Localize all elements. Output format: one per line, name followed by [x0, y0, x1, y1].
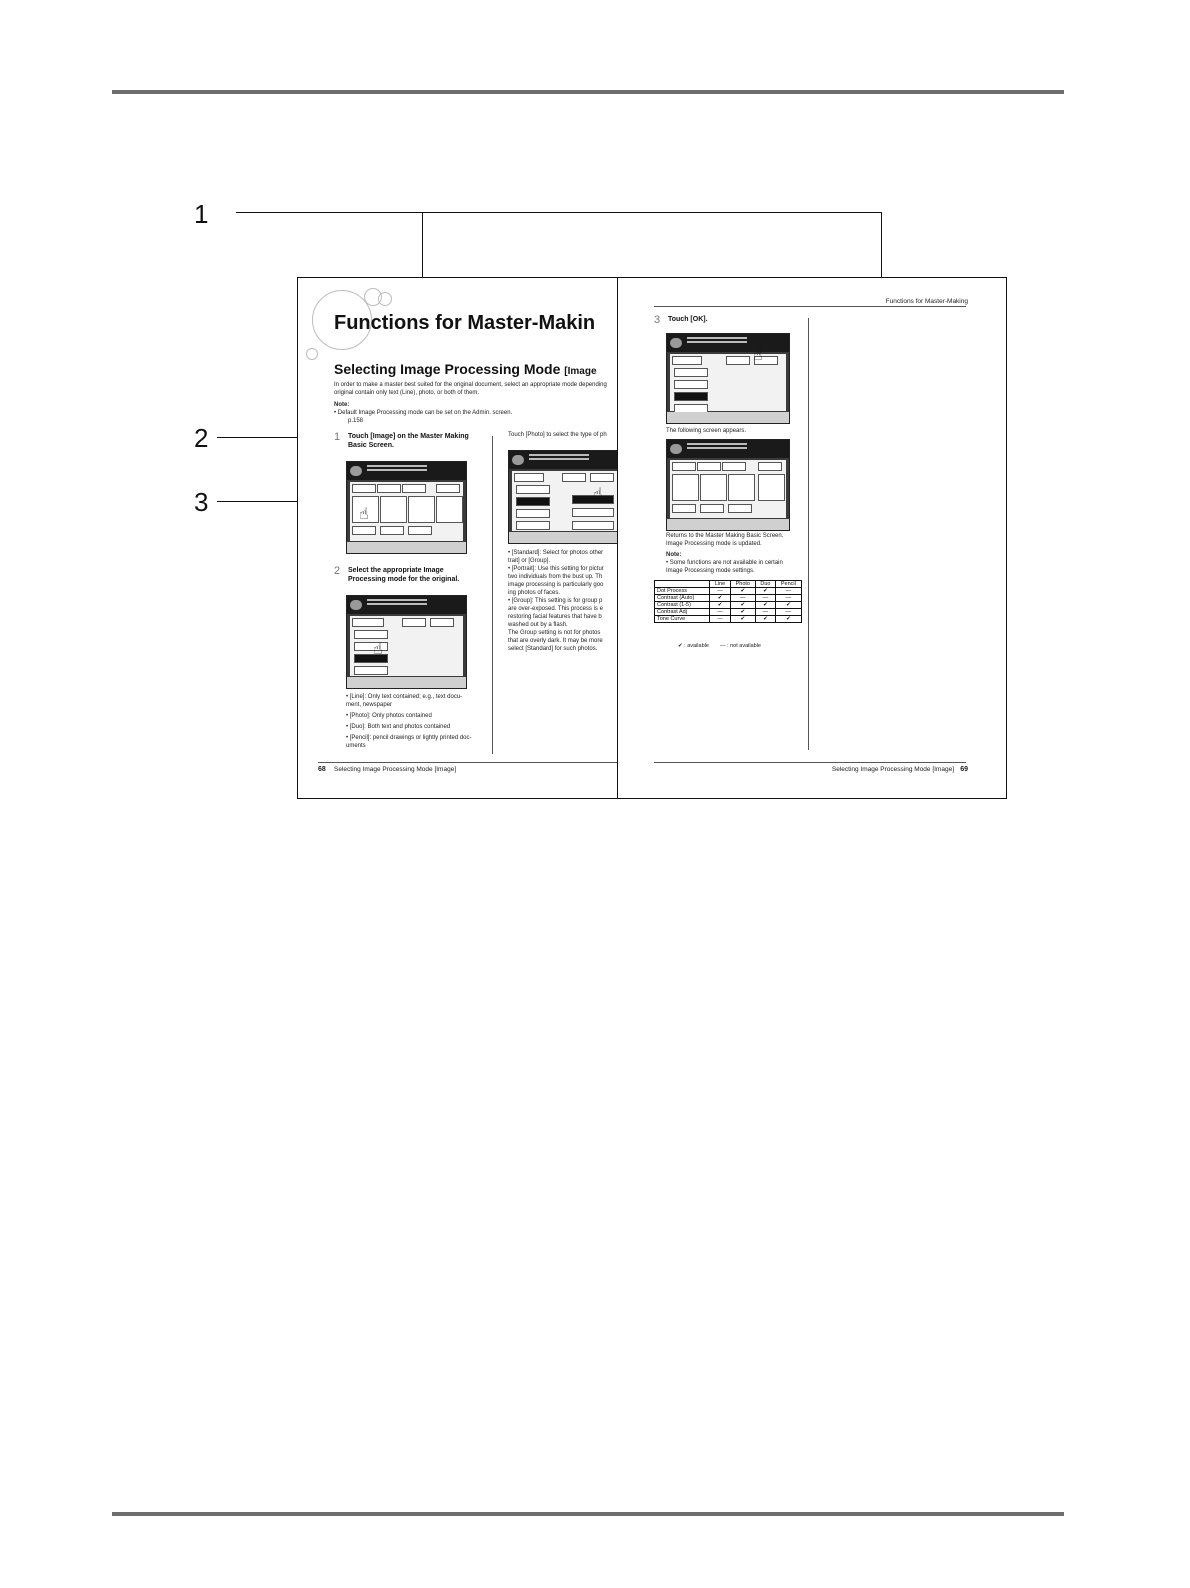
note-label: Note:: [334, 402, 350, 408]
photo-bullet-5: image processing is particularly goo: [508, 582, 604, 588]
drum-icon: [670, 338, 682, 348]
table-header-cell: Photo: [730, 581, 755, 588]
callout-1-leader: [236, 212, 882, 213]
screenshot-image-mode: [346, 595, 467, 689]
legend-available: ✔ : available: [678, 643, 709, 649]
table-row: [655, 609, 802, 616]
left-page: [298, 278, 618, 798]
footer-text-right: Selecting Image Processing Mode [Image]: [831, 766, 954, 773]
drum-icon: [350, 600, 362, 610]
top-rule: [112, 90, 1064, 94]
pointing-hand-icon: ☝: [593, 486, 603, 503]
pointing-hand-icon: ☝: [359, 506, 369, 523]
page-number-right: 69: [960, 766, 968, 773]
table-header-cell: Line: [710, 581, 730, 588]
section-title-tag: [Image: [564, 366, 597, 377]
bottom-rule: [112, 1512, 1064, 1516]
decor-circle-tiny: [378, 292, 392, 306]
step-1-line-2: Basic Screen.: [348, 442, 394, 449]
table-cell: Tone Curve: [655, 616, 710, 623]
photo-bullet-12: that are overly dark. It may be more: [508, 638, 603, 644]
footer-text-left: Selecting Image Processing Mode [Image]: [334, 766, 457, 773]
table-row: [655, 595, 802, 602]
table-cell: Contrast Adj: [655, 609, 710, 616]
mode-bullet-4b: uments: [346, 743, 366, 749]
table-header-cell: Pencil: [775, 581, 801, 588]
screenshot-photo-type: [508, 450, 618, 544]
footer-rule-right: [654, 762, 966, 763]
callout-3: 3: [194, 487, 209, 517]
screen-caption: The following screen appears.: [666, 428, 747, 434]
mode-bullet-1: • [Line]: Only text contained; e.g., text docu-: [346, 694, 463, 700]
table-row: [655, 616, 802, 623]
photo-bullet-13: select [Standard] for such photos.: [508, 646, 598, 652]
table-cell: —: [710, 609, 730, 616]
legend-not-available: — : not available: [720, 643, 761, 649]
photo-bullet-6: ing photos of faces.: [508, 590, 561, 596]
availability-table: [654, 580, 802, 623]
table-cell: —: [710, 616, 730, 623]
mode-bullet-1b: ment, newspaper: [346, 702, 393, 708]
table-cell: —: [730, 595, 755, 602]
table-cell: —: [775, 609, 801, 616]
table-cell: Contrast (Auto): [655, 595, 710, 602]
screenshot-ok: [666, 333, 790, 424]
step-3-number: 3: [654, 314, 661, 326]
right-page: [618, 278, 1006, 798]
page-title: Functions for Master-Makin: [334, 312, 596, 334]
photo-bullet-9: restoring facial features that have b: [508, 614, 602, 620]
table-cell: —: [710, 588, 730, 595]
photo-bullet-2: trait] or [Group].: [508, 558, 551, 564]
callout-2: 2: [194, 423, 209, 453]
drum-icon: [670, 444, 682, 454]
step-1-number: 1: [334, 431, 341, 443]
table-cell: ✔: [756, 602, 776, 609]
table-header-row: [655, 581, 802, 588]
table-cell: Dot Process: [655, 588, 710, 595]
photo-bullet-11: The Group setting is not for photos: [508, 630, 601, 636]
mode-bullet-4: • [Pencil]: pencil drawings or lightly printed doc-: [346, 735, 472, 741]
pointing-hand-icon: ☝: [753, 347, 763, 364]
table-cell: ✔: [730, 588, 755, 595]
table-cell: —: [756, 595, 776, 602]
header-rule: [654, 306, 966, 307]
column-divider-right: [808, 318, 809, 750]
table-row: [655, 602, 802, 609]
drum-icon: [512, 455, 524, 465]
running-header: Functions for Master-Making: [885, 298, 968, 305]
note-right-line-2: Image Processing mode settings.: [666, 568, 755, 574]
photo-intro: Touch [Photo] to select the type of ph: [508, 432, 607, 438]
table-cell: ✔: [775, 602, 801, 609]
intro-line-1: In order to make a master best suited for the original document, select an appropriate mode depending: [334, 382, 607, 388]
note-line-1: • Default Image Processing mode can be set on the Admin. screen.: [334, 410, 513, 416]
returns-line-1: Returns to the Master Making Basic Screen.: [666, 533, 784, 539]
mode-bullet-3: • [Duo]: Both text and photos contained: [346, 724, 451, 730]
step-2-line-2: Processing mode for the original.: [348, 576, 460, 583]
table-row: [655, 588, 802, 595]
page-number-left: 68: [318, 766, 326, 773]
table-cell: —: [775, 595, 801, 602]
step-2-line-1: Select the appropriate Image: [348, 567, 444, 574]
table-cell: ✔: [756, 616, 776, 623]
step-1-line-1: Touch [Image] on the Master Making: [348, 433, 469, 440]
table-cell: —: [775, 588, 801, 595]
mode-bullet-2: • [Photo]: Only photos contained: [346, 713, 432, 719]
photo-bullet-10: washed out by a flash.: [508, 622, 568, 628]
note-line-2: p.158: [348, 418, 364, 424]
note-label-right: Note:: [666, 552, 682, 558]
screenshot-basic-screen: [346, 461, 467, 554]
step-2-number: 2: [334, 565, 341, 577]
photo-bullet-1: • [Standard]: Select for photos other: [508, 550, 604, 556]
intro-line-2: original contain only text (Line), photo, or both of them.: [334, 390, 480, 396]
manual-spread: [297, 277, 1007, 799]
decor-circle-dot: [306, 348, 318, 360]
photo-bullet-8: are over-exposed. This process is e: [508, 606, 603, 612]
table-cell: ✔: [775, 616, 801, 623]
table-cell: ✔: [710, 595, 730, 602]
table-cell: ✔: [730, 616, 755, 623]
section-title: [334, 361, 597, 377]
photo-bullet-4: two individuals from the bust up. Th: [508, 574, 603, 580]
screenshot-basic-updated: [666, 439, 790, 531]
table-header-cell: Duo: [756, 581, 776, 588]
callout-1: 1: [194, 199, 209, 229]
table-header-cell: [655, 581, 710, 588]
column-divider: [492, 436, 493, 754]
table-cell: ✔: [730, 602, 755, 609]
note-right-line-1: • Some functions are not available in certain: [666, 560, 783, 566]
photo-bullet-3: • [Portrait]: Use this setting for pictur: [508, 566, 604, 572]
table-cell: —: [756, 609, 776, 616]
returns-line-2: Image Processing mode is updated.: [666, 541, 762, 547]
table-cell: ✔: [710, 602, 730, 609]
pointing-hand-icon: ☝: [373, 641, 383, 658]
section-title-text: Selecting Image Processing Mode: [334, 361, 561, 377]
step-3-text: Touch [OK].: [668, 316, 708, 323]
footer-rule-left: [318, 762, 617, 763]
drum-icon: [350, 466, 362, 476]
table-cell: ✔: [730, 609, 755, 616]
photo-bullet-7: • [Group]: This setting is for group p: [508, 598, 603, 604]
table-cell: Contrast (1-5): [655, 602, 710, 609]
table-cell: ✔: [756, 588, 776, 595]
